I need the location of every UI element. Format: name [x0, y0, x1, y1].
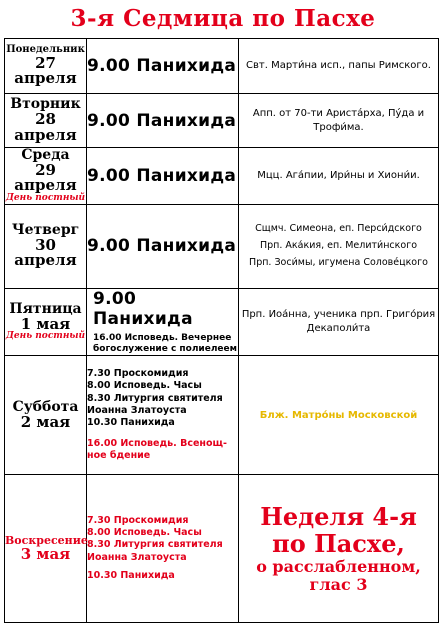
table-row: [5, 356, 439, 475]
service-line: 8.30 Литургия святителя Иоанна Златоуста: [87, 539, 223, 563]
service-line: 8.00 Исповедь. Часы: [87, 527, 202, 539]
service-line: 9.00 Панихида: [93, 288, 193, 329]
fast-day-label: День постный: [5, 331, 86, 342]
day-date: 28 апреля: [14, 110, 77, 144]
feast-cell: [239, 475, 439, 623]
day-name: Вторник: [10, 96, 81, 113]
fast-day-label: День постный: [5, 193, 86, 204]
day-name: Пятница: [9, 300, 82, 317]
service-line: 10.30 Панихида: [87, 417, 175, 429]
table-row: [5, 204, 439, 288]
service-line: 16.00 Исповедь. Всенощ-ное бдение: [87, 437, 227, 461]
feast-line: Неделя 4-я: [260, 501, 417, 531]
day-date: 27 апреля: [14, 53, 77, 88]
saint-cell: Мцц. Ага́пии, Ири́ны и Хиони́и.: [239, 148, 439, 205]
day-name: Воскресение: [5, 533, 88, 547]
service-line: 7.30 Проскомидия: [87, 514, 189, 526]
day-date: 30 апреля: [14, 235, 77, 270]
day-date: 3 мая: [20, 544, 71, 563]
service-line: 8.00 Исповедь. Часы: [87, 380, 202, 392]
feast-line: глас 3: [309, 575, 368, 595]
table-row: [5, 288, 439, 356]
day-date: 2 мая: [20, 412, 71, 431]
day-date: 1 мая: [20, 314, 71, 333]
saint-line: Сщмч. Симеона, еп. Перси́дского: [255, 222, 422, 234]
service-line: 8.30 Литургия святителя Иоанна Златоуста: [87, 392, 223, 416]
day-cell: [5, 94, 87, 148]
table-row: [5, 94, 439, 148]
feast-line: по Пасхе,: [272, 529, 405, 559]
day-date: 29 апреля: [14, 160, 77, 195]
day-cell: [5, 288, 87, 356]
service-cell: 9.00 Панихида: [87, 204, 239, 288]
day-cell: [5, 39, 87, 94]
day-cell: [5, 356, 87, 475]
schedule-table: [4, 38, 439, 623]
table-row: [5, 39, 439, 94]
saint-cell: Свт. Марти́на исп., папы Римского.: [239, 39, 439, 94]
service-cell: 9.00 Панихида: [87, 94, 239, 148]
saint-cell: Блж. Матро́ны Московской: [239, 356, 439, 475]
service-cell: [87, 356, 239, 475]
saint-cell: Прп. Иоа́нна, ученика прп. Григо́рия Декаполи́та: [239, 288, 439, 356]
feast-line: о расслабленном,: [256, 556, 421, 576]
day-name: Суббота: [12, 398, 79, 415]
page-title: 3-я Седмица по Пасхе: [70, 5, 376, 32]
service-line: 7.30 Проскомидия: [87, 367, 189, 379]
day-cell: [5, 148, 87, 205]
saint-line: Прп. Ака́кия, еп. Мелити́нского: [259, 239, 418, 251]
day-name: Среда: [21, 147, 70, 163]
service-line: 16.00 Исповедь. Вечернее богослужение с полиелеем: [93, 332, 237, 354]
service-cell: 9.00 Панихида: [87, 39, 239, 94]
day-name: Четверг: [11, 222, 80, 239]
day-cell: [5, 204, 87, 288]
service-line: 10.30 Панихида: [87, 570, 175, 582]
day-cell: [5, 475, 87, 623]
service-cell: 9.00 Панихида: [87, 148, 239, 205]
table-row: [5, 148, 439, 205]
saint-cell: [239, 204, 439, 288]
table-row: [5, 475, 439, 623]
day-name: Понедельник: [6, 44, 85, 55]
service-cell: [87, 288, 239, 356]
saint-cell: Апп. от 70-ти Аристáрха, Пýда и Трофи́ма.: [239, 94, 439, 148]
saint-line: Прп. Зоси́мы, игумена Соловéцкого: [249, 256, 428, 268]
service-cell: [87, 475, 239, 623]
